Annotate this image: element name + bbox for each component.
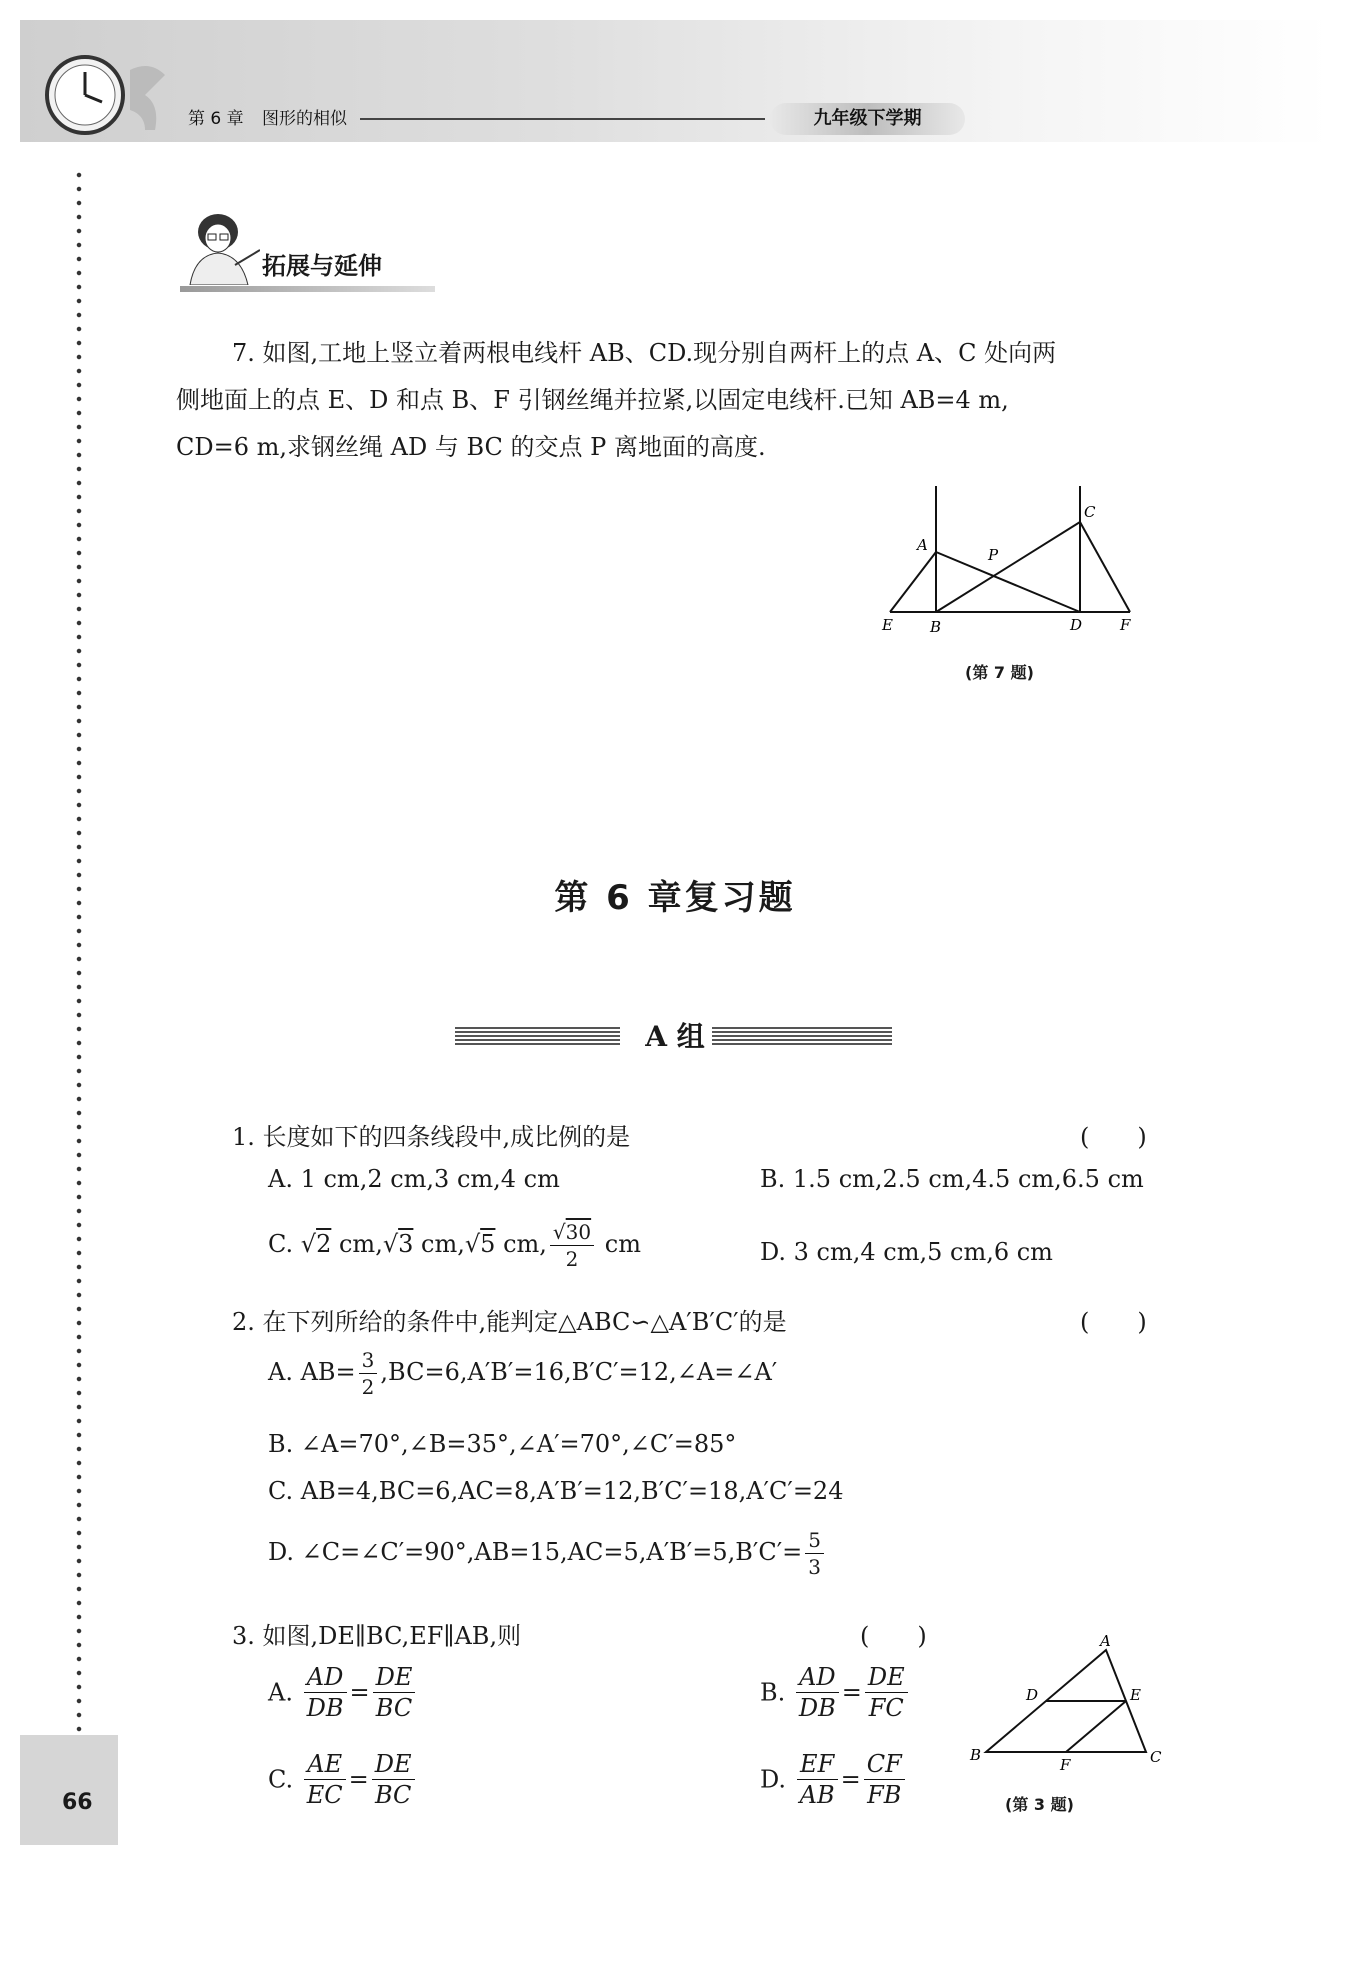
fig3-label-A: A [1100, 1632, 1111, 1650]
q3-paren: ( ) [860, 1622, 927, 1650]
problem7-figure [870, 480, 1170, 640]
q2-a-fraction: $\frac{3}{2}$ [359, 1350, 378, 1397]
page-number: 66 [62, 1790, 93, 1815]
fig7-label-E: E [882, 616, 893, 634]
q2-a-prefix: A. AB= [268, 1358, 356, 1386]
fig7-label-C: C [1084, 503, 1096, 521]
q2-option-b: B. ∠A=70°,∠B=35°,∠A′=70°,∠C′=85° [268, 1430, 737, 1458]
fig7-label-A: A [917, 536, 928, 554]
q1-option-d: D. 3 cm,4 cm,5 cm,6 cm [760, 1238, 1053, 1266]
q3-d-frac2: $\frac{CF}{FB}$ [864, 1752, 905, 1807]
q1-c-unit4: cm [604, 1230, 641, 1258]
q2-stem: 2. 在下列所给的条件中,能判定△ABC∽△A′B′C′的是 [232, 1308, 787, 1336]
q3-option-d [760, 1752, 908, 1807]
fig3-label-E: E [1130, 1686, 1141, 1704]
review-title: 第 6 章复习题 [554, 878, 796, 918]
q3-stem: 3. 如图,DE∥BC,EF∥AB,则 [232, 1622, 522, 1650]
q3-option-b [760, 1665, 911, 1720]
clock-runner-icon [40, 40, 190, 140]
grade-badge: 九年级下学期 [770, 103, 965, 135]
q2-option-d [268, 1530, 827, 1577]
teacher-icon [180, 210, 260, 285]
q1-c-fraction: $\frac{√30}{2}$ [550, 1222, 594, 1269]
q3-c-label: C. [268, 1765, 294, 1794]
q2-d-prefix: D. ∠C=∠C′=90°,AB=15,AC=5,A′B′=5,B′C′= [268, 1538, 803, 1566]
q3-a-frac1: $\frac{AD}{DB}$ [304, 1665, 347, 1720]
q1-c-root5: 5 [480, 1230, 496, 1258]
fig7-label-F: F [1120, 616, 1131, 634]
margin-dotted-line [76, 168, 82, 1748]
problem7-line2: 侧地面上的点 E、D 和点 B、F 引钢丝绳并拉紧,以固定电线杆.已知 AB=4 m, [176, 386, 1009, 414]
group-title: A 组 [645, 1020, 705, 1053]
section-underline [180, 286, 435, 292]
q3-a-eq: = [349, 1678, 370, 1707]
q1-option-b: B. 1.5 cm,2.5 cm,4.5 cm,6.5 cm [760, 1165, 1144, 1193]
group-stripes-right [712, 1027, 892, 1045]
q3-c-frac2: $\frac{DE}{BC}$ [372, 1752, 415, 1807]
q3-option-a [268, 1665, 418, 1720]
q1-c-root2: 2 [316, 1230, 332, 1258]
q3-option-c [268, 1752, 418, 1807]
section-title: 拓展与延伸 [262, 252, 382, 280]
q1-c-root3: 3 [398, 1230, 414, 1258]
q3-a-frac2: $\frac{DE}{BC}$ [373, 1665, 416, 1720]
problem7-line3: CD=6 m,求钢丝绳 AD 与 BC 的交点 P 离地面的高度. [176, 433, 766, 461]
header-chapter-title: 图形的相似 [262, 109, 347, 129]
q2-paren: ( ) [1080, 1308, 1147, 1336]
q1-c-label: C. [268, 1230, 294, 1258]
q3-c-frac1: $\frac{AE}{EC}$ [304, 1752, 346, 1807]
q1-paren: ( ) [1080, 1123, 1147, 1151]
q3-b-label: B. [760, 1678, 786, 1707]
problem3-figure [960, 1630, 1170, 1770]
q2-a-rest: ,BC=6,A′B′=16,B′C′=12,∠A=∠A′ [380, 1358, 778, 1386]
problem7-caption: (第 7 题) [965, 663, 1034, 682]
q3-d-eq: = [840, 1765, 861, 1794]
fig7-label-P: P [988, 546, 999, 564]
q3-b-frac1: $\frac{AD}{DB}$ [796, 1665, 839, 1720]
fig3-label-D: D [1026, 1686, 1039, 1704]
fig3-label-F: F [1060, 1756, 1071, 1770]
q1-stem: 1. 长度如下的四条线段中,成比例的是 [232, 1123, 631, 1151]
q3-b-eq: = [841, 1678, 862, 1707]
q1-c-unit3: cm [503, 1230, 540, 1258]
q3-c-eq: = [348, 1765, 369, 1794]
q2-d-fraction: $\frac{5}{3}$ [805, 1530, 824, 1577]
q2-option-a [268, 1350, 777, 1397]
q3-d-frac1: $\frac{EF}{AB}$ [797, 1752, 838, 1807]
q1-option-c: C. √2 cm,√3 cm,√5 cm, $\frac{√30}{2}$ cm [268, 1220, 641, 1271]
header-rule [360, 118, 765, 120]
q2-option-c: C. AB=4,BC=6,AC=8,A′B′=12,B′C′=18,A′C′=24 [268, 1477, 844, 1505]
fig3-label-B: B [970, 1746, 982, 1764]
q1-c-unit1: cm [338, 1230, 376, 1258]
problem7-line1: 7. 如图,工地上竖立着两根电线杆 AB、CD.现分别自两杆上的点 A、C 处向两 [232, 339, 1057, 367]
q1-option-a: A. 1 cm,2 cm,3 cm,4 cm [268, 1165, 560, 1193]
q3-d-label: D. [760, 1765, 787, 1794]
fig7-label-B: B [930, 618, 942, 636]
problem3-caption: (第 3 题) [1005, 1795, 1074, 1814]
q1-c-unit2: cm [421, 1230, 458, 1258]
fig7-label-D: D [1070, 616, 1083, 634]
q3-b-frac2: $\frac{DE}{FC}$ [865, 1665, 908, 1720]
fig3-label-C: C [1150, 1748, 1162, 1766]
header-chapter: 第 6 章 [188, 109, 244, 129]
q3-a-label: A. [268, 1678, 293, 1707]
